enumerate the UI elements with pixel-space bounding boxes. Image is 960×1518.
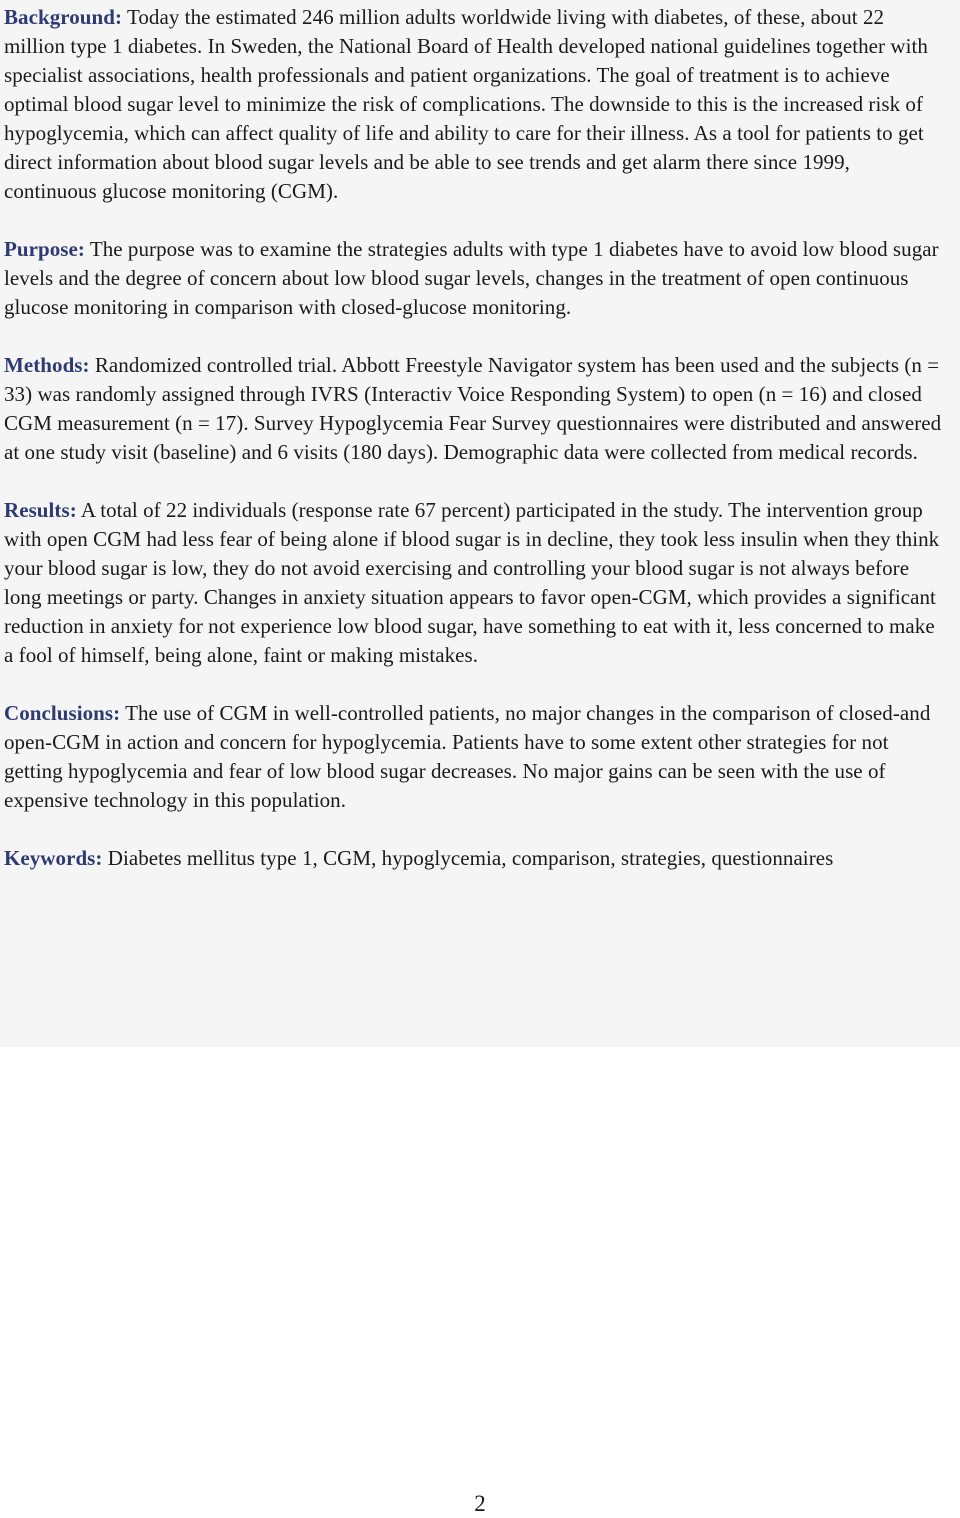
methods-text: Randomized controlled trial. Abbott Freestyle Navigator system has been used and the subjects (n = 33) was randomly assigned through IVRS (Interactiv Voice Responding System) to open (n = 16) and closed CGM measurement (n = 17). Survey Hypoglycemia Fear Survey questionnaires were distributed and answered at one study visit (baseline) and 6 visits (180 days). Demographic data were collected from medical records. [4,353,942,464]
keywords-text: Diabetes mellitus type 1, CGM, hypoglycemia, comparison, strategies, questionnaires [107,846,834,870]
background-section [4,3,946,206]
background-text: Today the estimated 246 million adults worldwide living with diabetes, of these, about 22 million type 1 diabetes. In Sweden, the National Board of Health developed national guidelines together with specialist associations, health professionals and patient organizations. The goal of treatment is to achieve optimal blood sugar level to minimize the risk of complications. The downside to this is the increased risk of hypoglycemia, which can affect quality of life and ability to care for their illness. As a tool for patients to get direct information about blood sugar levels and be able to see trends and get alarm there since 1999, continuous glucose monitoring (CGM). [4,5,928,203]
keywords-heading: Keywords: [4,846,103,870]
conclusions-text: The use of CGM in well-controlled patients, no major changes in the comparison of closed-and open-CGM in action and concern for hypoglycemia. Patients have to some extent other strategies for not getting hypoglycemia and fear of low blood sugar decreases. No major gains can be seen with the use of expensive technology in this population. [4,701,931,812]
page-number: 2 [474,1491,486,1516]
background-heading: Background: [4,5,123,29]
purpose-section [4,235,946,322]
keywords-section [4,844,946,873]
results-text: A total of 22 individuals (response rate 67 percent) participated in the study. The intervention group with open CGM had less fear of being alone if blood sugar is in decline, they took less insulin when they think your blood sugar is low, they do not avoid exercising and controlling your blood sugar is not always before long meetings or party. Changes in anxiety situation appears to favor open-CGM, which provides a significant reduction in anxiety for not experience low blood sugar, have something to eat with it, less concerned to make a fool of himself, being alone, faint or making mistakes. [4,498,940,667]
results-heading: Results: [4,498,77,522]
purpose-text: The purpose was to examine the strategies adults with type 1 diabetes have to avoid low blood sugar levels and the degree of concern about low blood sugar levels, changes in the treatment of open continuous glucose monitoring in comparison with closed-glucose monitoring. [4,237,939,319]
methods-heading: Methods: [4,353,90,377]
purpose-heading: Purpose: [4,237,85,261]
conclusions-heading: Conclusions: [4,701,121,725]
conclusions-section [4,699,946,815]
methods-section [4,351,946,467]
results-section [4,496,946,670]
